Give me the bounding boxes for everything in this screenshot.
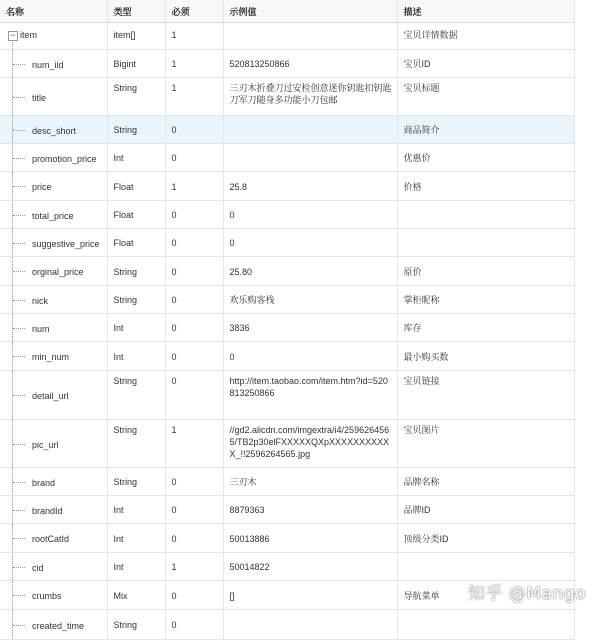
field-example: 50013886: [223, 524, 397, 553]
field-required: 0: [165, 229, 223, 257]
name-cell: [0, 116, 107, 144]
field-required: 1: [165, 420, 223, 468]
field-required: 0: [165, 581, 223, 610]
table-row[interactable]: [0, 553, 574, 581]
field-example: http://item.taobao.com/item.htm?id=520813250866: [223, 371, 397, 420]
field-example: [223, 610, 397, 640]
field-name: item: [20, 30, 38, 40]
field-name: promotion_price: [32, 153, 97, 164]
field-description: 价格: [397, 172, 574, 201]
name-cell: [0, 78, 107, 116]
field-description: 品牌名称: [397, 468, 574, 496]
name-cell: [0, 581, 107, 610]
name-cell: [0, 496, 107, 524]
table-row[interactable]: [0, 342, 574, 371]
field-description: 宝贝图片: [397, 420, 574, 468]
column-header-type[interactable]: 类型: [107, 0, 165, 23]
tree-connector-line: [12, 42, 13, 49]
field-type: Float: [107, 201, 165, 229]
field-description: [397, 553, 574, 581]
table-row[interactable]: [0, 144, 574, 172]
field-name: suggestive_price: [32, 238, 100, 249]
tree-branch-line: [13, 215, 25, 216]
field-name: detail_url: [32, 391, 69, 402]
tree-branch-line: [13, 300, 25, 301]
field-type: String: [107, 371, 165, 420]
column-header-description[interactable]: 描述: [397, 0, 574, 23]
name-cell: [0, 524, 107, 553]
field-description: 宝贝标题: [397, 78, 574, 116]
table-row[interactable]: [0, 172, 574, 201]
field-required: 0: [165, 524, 223, 553]
field-description: 最小购买数: [397, 342, 574, 371]
field-description: 宝贝ID: [397, 50, 574, 78]
field-example: 50014822: [223, 553, 397, 581]
field-type: Int: [107, 524, 165, 553]
field-required: 0: [165, 496, 223, 524]
field-name: created_time: [32, 620, 85, 631]
name-cell: [0, 371, 107, 420]
field-description: 优惠价: [397, 144, 574, 172]
field-type: Int: [107, 144, 165, 172]
tree-branch-line: [13, 243, 25, 244]
field-type: Bigint: [107, 50, 165, 78]
table-row[interactable]: [0, 78, 574, 116]
watermark: 知乎 @Mango: [468, 584, 586, 604]
tree-branch-line: [13, 130, 25, 131]
field-name: cid: [32, 562, 44, 573]
field-required: 0: [165, 314, 223, 342]
field-example: 三刃木: [223, 468, 397, 496]
field-example: 0: [223, 229, 397, 257]
field-name: num: [32, 323, 50, 334]
field-required: 0: [165, 342, 223, 371]
field-description: 顶级分类ID: [397, 524, 574, 553]
field-example: 3836: [223, 314, 397, 342]
field-name: brand: [32, 477, 56, 488]
tree-branch-line: [13, 444, 25, 445]
field-name: num_iid: [32, 59, 64, 70]
field-required: 1: [165, 50, 223, 78]
table-row[interactable]: [0, 229, 574, 257]
field-example: 25.80: [223, 257, 397, 286]
field-example: 三刃木折叠刀过安检创意迷你钥匙扣钥匙刀军刀随身多功能小刀包邮: [223, 78, 397, 116]
field-description: [397, 201, 574, 229]
column-header-required[interactable]: 必须: [165, 0, 223, 23]
table-row[interactable]: [0, 50, 574, 78]
table-row-root-item[interactable]: [0, 23, 574, 50]
tree-branch-line: [13, 510, 25, 511]
field-description: [397, 610, 574, 640]
field-required: 0: [165, 610, 223, 640]
tree-branch-line: [13, 158, 25, 159]
field-description: 原价: [397, 257, 574, 286]
table-row[interactable]: [0, 314, 574, 342]
field-name: min_num: [32, 352, 70, 363]
name-cell: [0, 172, 107, 201]
field-required: 1: [165, 23, 223, 50]
tree-branch-line: [13, 482, 25, 483]
field-type: Float: [107, 229, 165, 257]
field-required: 0: [165, 371, 223, 420]
field-required: 0: [165, 257, 223, 286]
field-example: 520813250866: [223, 50, 397, 78]
table-row[interactable]: [0, 524, 574, 553]
name-cell: [0, 553, 107, 581]
field-type: Int: [107, 342, 165, 371]
name-cell: [0, 342, 107, 371]
field-example: 8879363: [223, 496, 397, 524]
collapse-toggle-icon[interactable]: −: [8, 31, 18, 41]
field-description: 库存: [397, 314, 574, 342]
field-name: crumbs: [32, 591, 62, 602]
field-type: String: [107, 78, 165, 116]
field-description: 宝贝链接: [397, 371, 574, 420]
field-type: Int: [107, 553, 165, 581]
table-row[interactable]: [0, 286, 574, 314]
tree-branch-line: [13, 625, 25, 626]
field-example: 25.8: [223, 172, 397, 201]
field-type: Int: [107, 314, 165, 342]
field-type: String: [107, 286, 165, 314]
field-name: brandId: [32, 505, 63, 516]
name-cell: [0, 229, 107, 257]
name-cell: [0, 257, 107, 286]
table-row[interactable]: [0, 610, 574, 640]
field-type: String: [107, 116, 165, 144]
tree-branch-line: [13, 328, 25, 329]
field-required: 0: [165, 286, 223, 314]
tree-branch-line: [13, 356, 25, 357]
field-description: 品牌ID: [397, 496, 574, 524]
field-name: price: [32, 182, 52, 193]
table-row[interactable]: [0, 116, 574, 144]
field-name: desc_short: [32, 125, 77, 136]
field-example: [223, 116, 397, 144]
field-type: item[]: [107, 23, 165, 50]
tree-branch-line: [13, 97, 25, 98]
name-cell: [0, 610, 107, 640]
field-required: 0: [165, 468, 223, 496]
table-row[interactable]: [0, 371, 574, 420]
table-header-row: [0, 0, 574, 23]
field-example: 0: [223, 342, 397, 371]
column-header-name[interactable]: 名称: [0, 0, 107, 23]
table-row[interactable]: [0, 420, 574, 468]
tree-branch-line: [13, 395, 25, 396]
field-name: nick: [32, 295, 49, 306]
name-cell: [0, 314, 107, 342]
field-required: 1: [165, 553, 223, 581]
field-description: [397, 229, 574, 257]
field-description: 掌柜昵称: [397, 286, 574, 314]
field-example: //gd2.alicdn.com/imgextra/i4/2596264565/TB2p30elFXXXXXQXpXXXXXXXXXXX_!!2596264565.jpg: [223, 420, 397, 468]
tree-branch-line: [13, 271, 25, 272]
field-required: 1: [165, 172, 223, 201]
tree-branch-line: [13, 64, 25, 65]
field-required: 0: [165, 116, 223, 144]
field-type: String: [107, 610, 165, 640]
field-description: 商品简介: [397, 116, 574, 144]
table-row[interactable]: [0, 496, 574, 524]
root-name-cell: [0, 23, 107, 50]
field-type: String: [107, 257, 165, 286]
field-required: 0: [165, 201, 223, 229]
field-type: String: [107, 468, 165, 496]
field-name: pic_url: [32, 439, 59, 450]
field-example: 0: [223, 201, 397, 229]
name-cell: [0, 201, 107, 229]
tree-branch-line: [13, 567, 25, 568]
field-example: []: [223, 581, 397, 610]
tree-branch-line: [13, 186, 25, 187]
field-name: title: [32, 92, 47, 103]
name-cell: [0, 144, 107, 172]
field-type: Int: [107, 496, 165, 524]
table-row[interactable]: [0, 257, 574, 286]
field-type: Mix: [107, 581, 165, 610]
name-cell: [0, 50, 107, 78]
field-name: orginal_price: [32, 267, 84, 278]
name-cell: [0, 468, 107, 496]
field-description: 导航菜单: [397, 581, 574, 610]
field-example: [223, 23, 397, 50]
field-example: 欢乐购客栈: [223, 286, 397, 314]
tree-branch-line: [13, 538, 25, 539]
column-header-example[interactable]: 示例值: [223, 0, 397, 23]
table-row[interactable]: [0, 468, 574, 496]
field-required: 0: [165, 144, 223, 172]
tree-branch-line: [13, 595, 25, 596]
table-row[interactable]: [0, 201, 574, 229]
name-cell: [0, 420, 107, 468]
field-type: Float: [107, 172, 165, 201]
field-type: String: [107, 420, 165, 468]
field-name: rootCatId: [32, 534, 70, 545]
field-required: 1: [165, 78, 223, 116]
name-cell: [0, 286, 107, 314]
field-description: 宝贝详情数据: [397, 23, 574, 50]
field-example: [223, 144, 397, 172]
field-name: total_price: [32, 210, 74, 221]
